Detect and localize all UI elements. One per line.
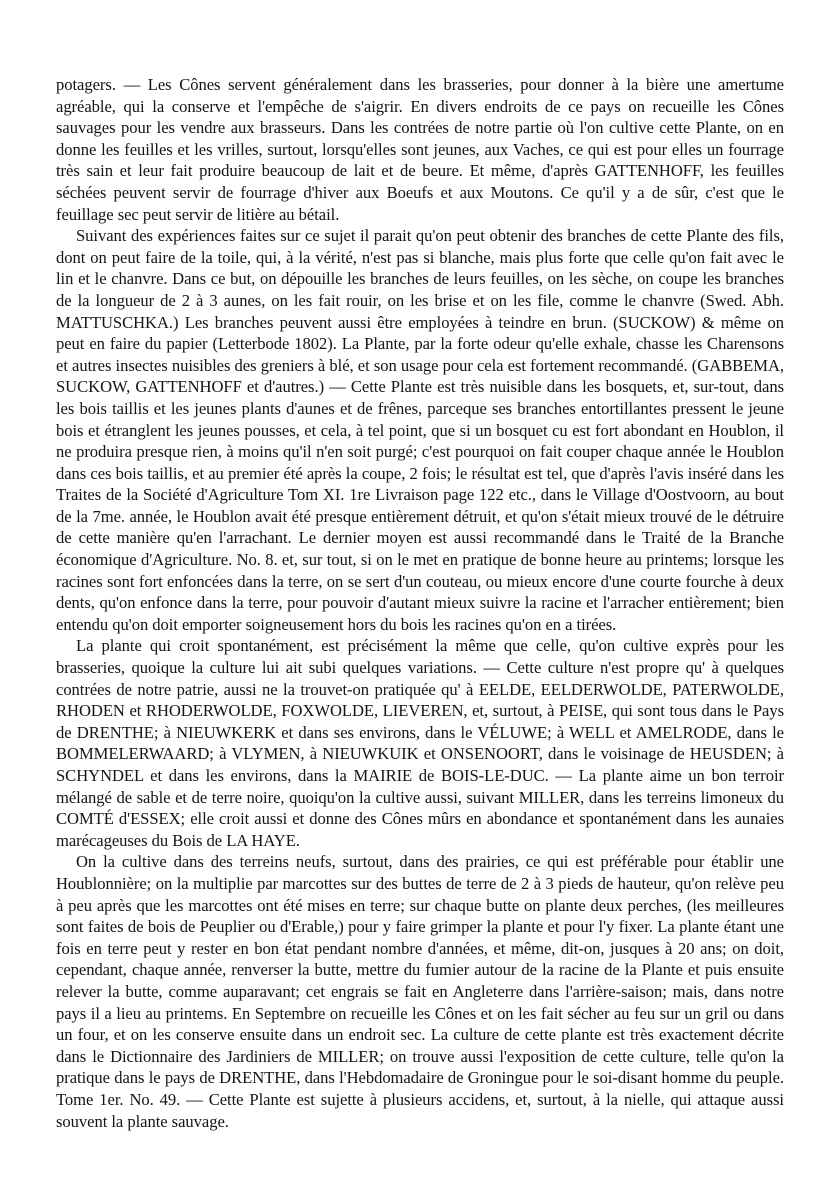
paragraph-fibres-and-weeding: Suivant des expériences faites sur ce sujet il parait qu'on peut obtenir des branches de cette Plante des fils, dont on peut faire de la toile, qui, à la vérité, n'est pas si blanche, mais plus forte que celle qu'on fait avec le lin et le chanvre. Dans ce but, on dépouille les branches de leurs feuilles, on les sèche, on coupe les branches de la longueur de 2 à 3 aunes, on les fait rouir, on les brise et on les file, comme le chanvre (Swed. Abh. MATTUSCHKA.) Les branches peuvent aussi être employées à teindre en brun. (SUCKOW) & même on peut en faire du papier (Letterbode 1802). La Plante, par la forte odeur qu'elle exhale, chasse les Charensons et autres insectes nuisibles des greniers à blé, et son usage pour cela est fortement recommandé. (GABBEMA, SUCKOW, GATTENHOFF et d'autres.) — Cette Plante est très nuisible dans les bosquets, et, sur-tout, dans les bois taillis et les jeunes plants d'aunes et de frênes, parceque ses branches entortillantes pressent le jeune bois et étranglent les jeunes pousses, et cela, à tel point, que si un bosquet cu est fort abondant en Houblon, il ne produira presque rien, à moins qu'il n'en soit purgé; c'est pourquoi on fait couper chaque année le Houblon dans ces bois taillis, et au premier été après la coupe, 2 fois; le résultat est tel, que d'après l'avis inséré dans les Traites de la Société d'Agriculture Tom XI. 1re Livraison page 122 etc., dans le Village d'Oostvoorn, au bout de la 7me. année, le Houblon avait été presque entièrement détruit, et qu'on s'était mieux trouvé de le détruire de cette manière qu'en l'arrachant. Le dernier moyen est aussi recommandé dans le Traité de la Branche économique d'Agriculture. No. 8. et, sur tout, si on le met en pratique de bonne heure au printems; lorsque les racines sont fort enfoncées dans la terre, on se sert d'un couteau, ou mieux encore d'une courte fourche à deux dents, qu'on enfonce dans la terre, pour pouvoir d'autant mieux suivre la racine et l'arracher entièrement; bien entendu qu'on doit emporter soigneusement hors du bois les racines qu'on en a tirées. [56, 226, 784, 634]
paragraph-cultivation-method: On la cultive dans des terreins neufs, surtout, dans des prairies, ce qui est préférable pour établir une Houblonnière; on la multiplie par marcottes sur des buttes de terre de 2 à 3 pieds de hauteur, qu'on relève peu à peu après que les marcottes ont été mises en terre; sur chaque butte on plante deux perches, (les meilleures sont faites de bois de Peuplier ou d'Erable,) pour y faire grimper la plante et pour l'y fixer. La plante étant une fois en terre peut y rester en bon état pendant nombre d'années, et même, dit-on, jusques à 20 ans; on doit, cependant, chaque année, renverser la butte, mettre du fumier autour de la racine de la Plante et puis ensuite relever la butte, comme auparavant; cet engrais se fait en Angleterre dans l'arrière-saison; mais, dans notre pays il a lieu au printems. En Septembre on recueille les Cônes et on les fait sécher au feu sur un gril ou dans un four, et on les conserve ensuite dans un endroit sec. La culture de cette plante est très exactement décrite dans le Dictionnaire des Jardiniers de MILLER; on trouve aussi l'exposition de cette culture, telle qu'on la pratique dans le pays de DRENTHE, dans l'Hebdomadaire de Groningue pour le soi-disant homme du peuple. Tome 1er. No. 49. — Cette Plante est sujette à plusieurs accidens, et, surtout, à la nielle, qui attaque aussi souvent la plante sauvage. [56, 852, 784, 1131]
paragraph-uses-of-cones: potagers. — Les Cônes servent généralement dans les brasseries, pour donner à la bière une amertume agréable, qui la conserve et l'empêche de s'aigrir. En divers endroits de ce pays on recueille les Cônes sauvages pour les vendre aux brasseurs. Dans les contrées de notre partie où l'on cultive cette Plante, on en donne les feuilles et les vrilles, surtout, lorsqu'elles sont jeunes, aux Vaches, ce qui est pour elles un fourrage très sain et leur fait produire beaucoup de lait et de beure. Et même, d'après GATTENHOFF, les feuilles séchées peuvent servir de fourrage d'hiver aux Boeufs et aux Moutons. Ce qu'il y a de sûr, c'est que le feuillage sec peut servir de litière au bétail. [56, 75, 784, 224]
paragraph-cultivation-regions: La plante qui croit spontanément, est précisément la même que celle, qu'on cultive exprès pour les brasseries, quoique la culture lui ait subi quelques variations. — Cette culture n'est propre qu' à quelques contrées de notre patrie, aussi ne la trouvet-on pratiquée qu' à EELDE, EELDERWOLDE, PATERWOLDE, RHODEN et RHODERWOLDE, FOXWOLDE, LIEVEREN, et, surtout, à PEISE, qui sont tous dans le Pays de DRENTHE; à NIEUWKERK et dans ses environs, dans le VÉLUWE; à WELL et AMELRODE, dans le BOMMELERWAARD; à VLYMEN, à NIEUWKUIK et ONSENOORT, dans le voisinage de HEUSDEN; à SCHYNDEL et dans les environs, dans la MAIRIE de BOIS-LE-DUC. — La plante aime un bon terroir mélangé de sable et de terre noire, quoiqu'on la cultive aussi, suivant MILLER, dans les terreins limoneux du COMTÉ d'ESSEX; elle croit aussi et donne des Cônes mûrs en abondance et spontanément dans les aunaies marécageuses du Bois de LA HAYE. [56, 636, 784, 850]
